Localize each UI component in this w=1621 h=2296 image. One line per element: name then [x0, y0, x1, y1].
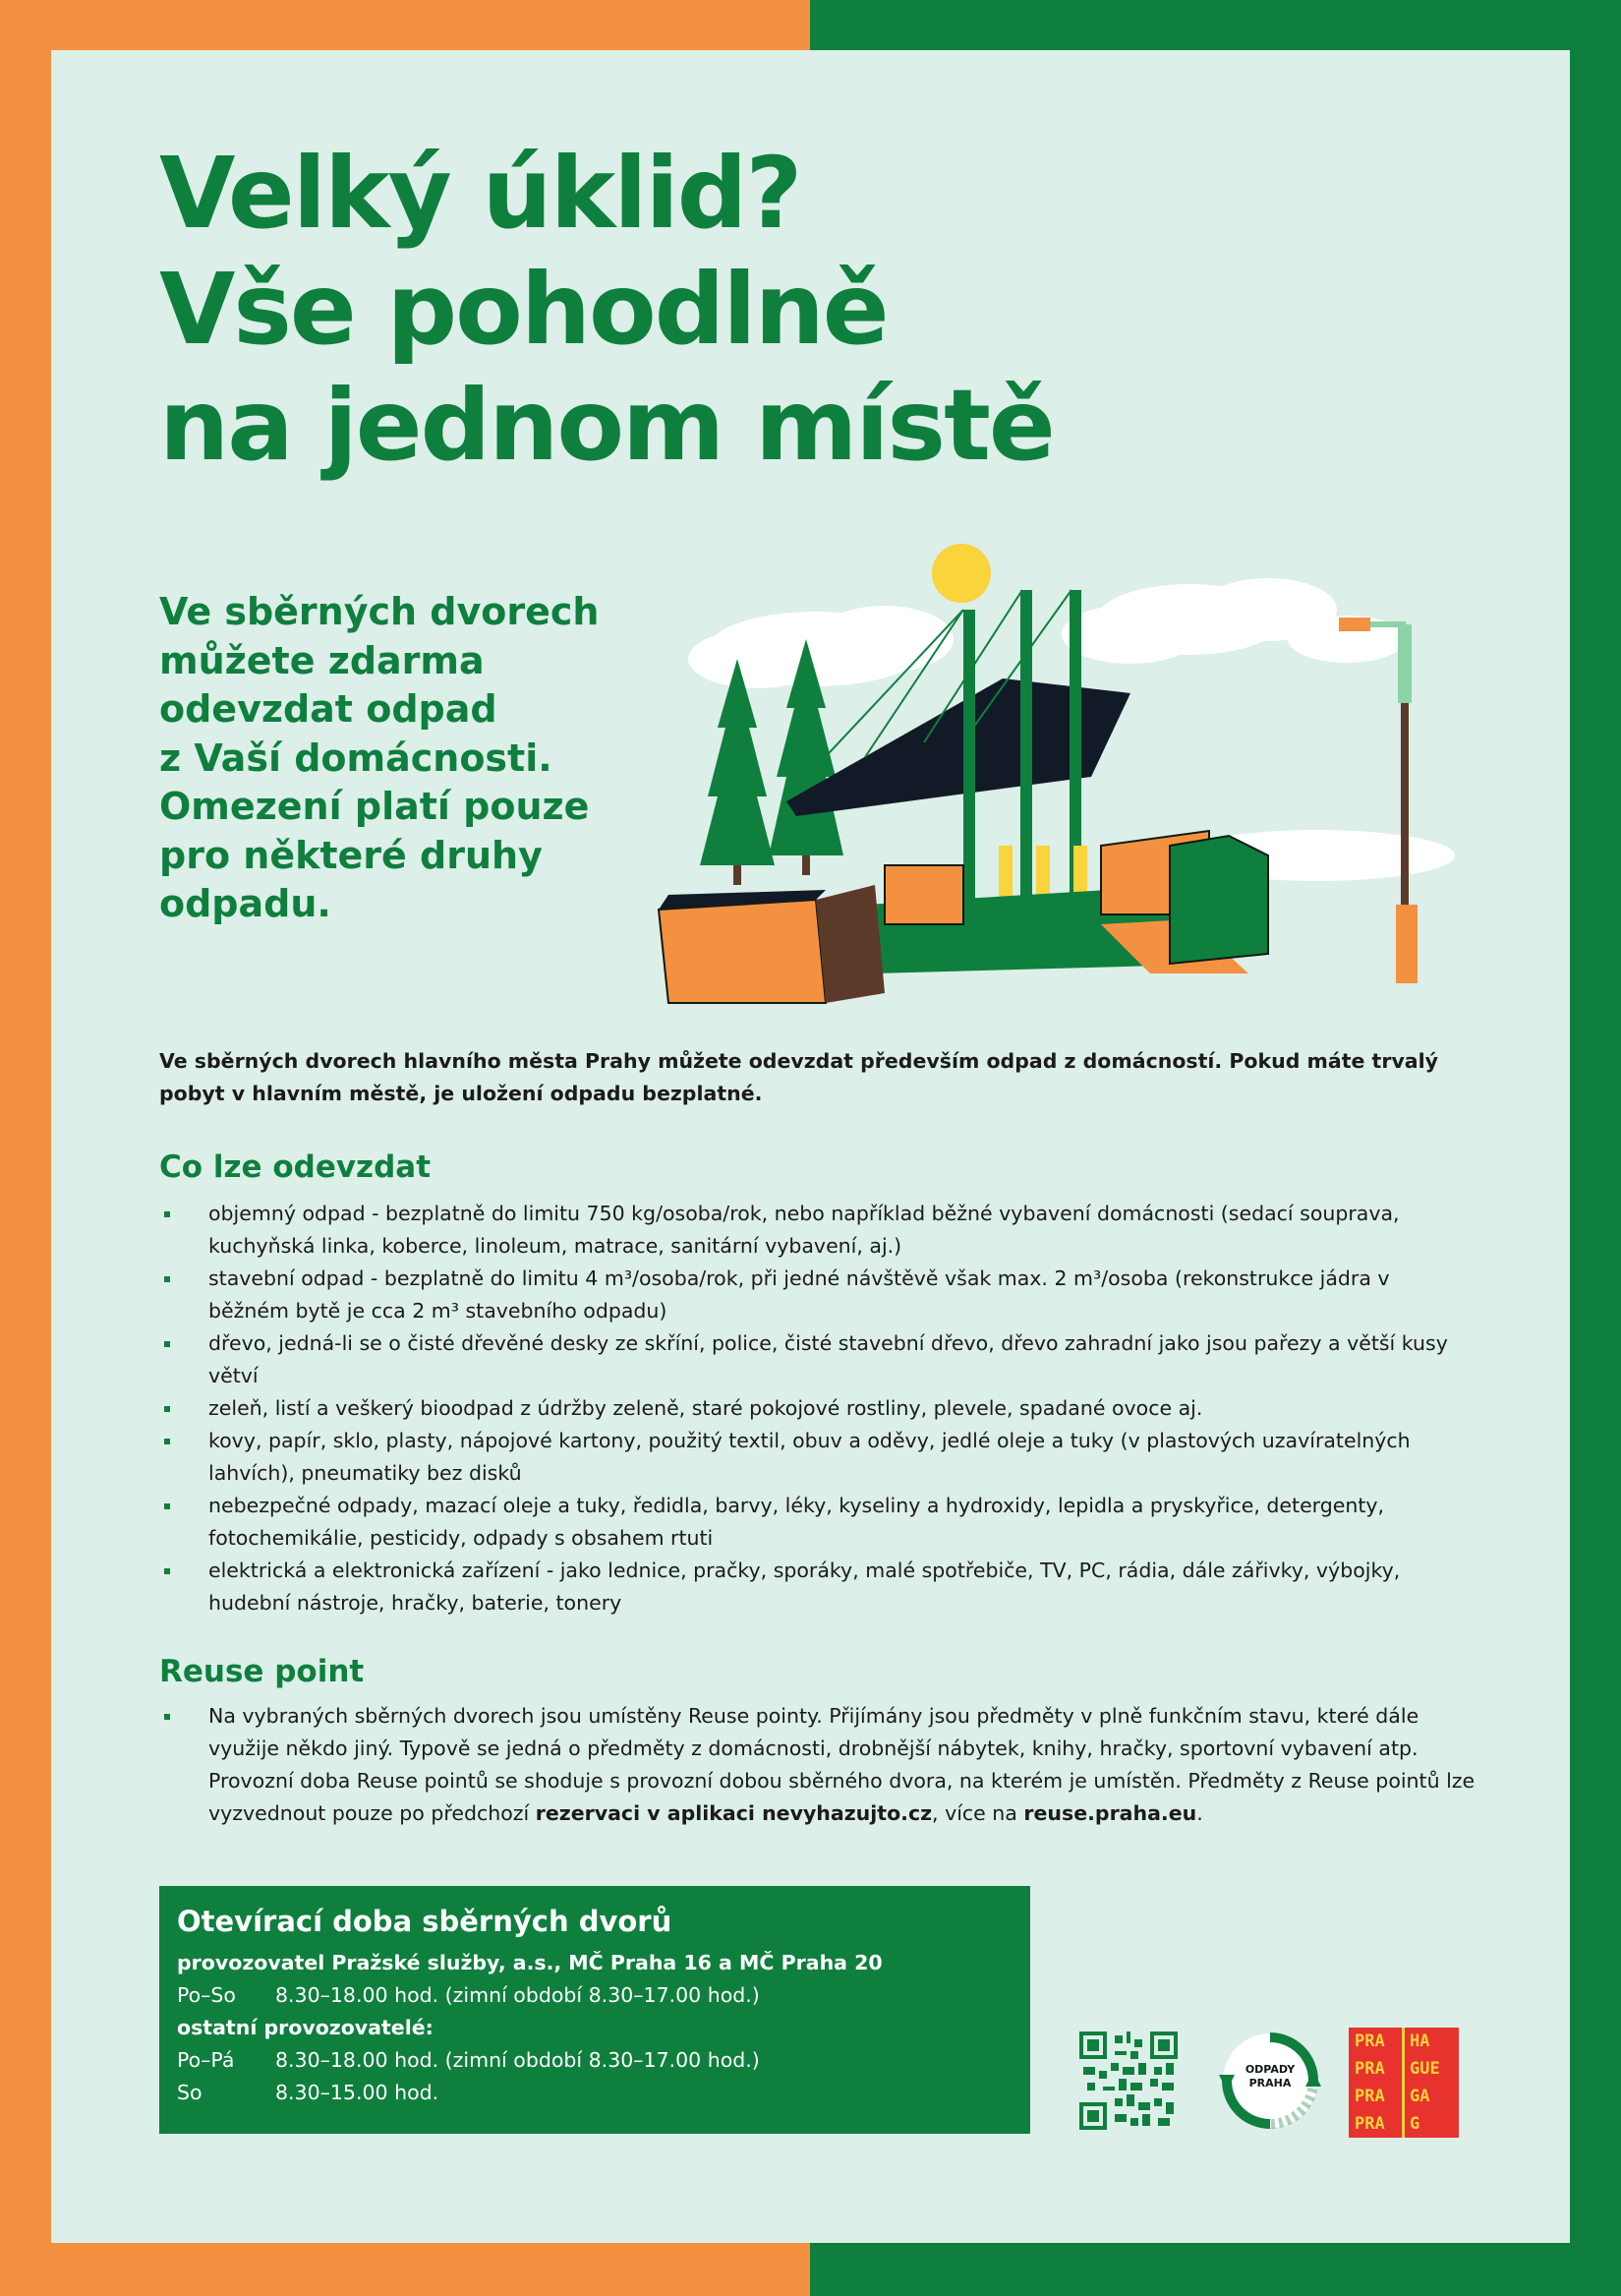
page-title — [159, 136, 1054, 484]
subtitle-line: Ve sběrných dvorech — [159, 590, 600, 633]
list-item: stavební odpad - bezplatně do limitu 4 m³/osoba/rok, při jedné návštěvě však max. 2 m³/osoba (rekonstrukce jádra v běžném bytě je cca 2 m³ stavebního odpadu) — [159, 1263, 1476, 1327]
logos — [1079, 2024, 1463, 2142]
reuse-list — [159, 1700, 1476, 1830]
sun-icon — [932, 544, 991, 603]
opening-hours-title: Otevírací doba sběrných dvorů — [177, 1905, 672, 1938]
list-item: nebezpečné odpady, mazací oleje a tuky, ředidla, barvy, léky, kyseliny a hydroxidy, lepidla a pryskyřice, detergenty, fotochemikálie, pesticidy, odpady s obsahem rtuti — [159, 1490, 1476, 1555]
hours-time: 8.30–15.00 hod. — [275, 2081, 439, 2104]
street-lamp-icon — [1339, 618, 1418, 983]
intro-text: Ve sběrných dvorech hlavního města Prahy můžete odevzdat především odpad z domácností. Pokud máte trvalý pobyt v hlavním městě, je uložení odpadu bezplatné. — [159, 1049, 1439, 1105]
reuse-text: . — [1196, 1801, 1203, 1825]
operator-label: ostatní provozovatelé: — [177, 2016, 434, 2039]
list-item: zeleň, listí a veškerý bioodpad z údržby zeleně, staré pokojové rostliny, plevele, spadané ovoce aj. — [159, 1392, 1476, 1425]
hours-time: 8.30–18.00 hod. (zimní období 8.30–17.00 hod.) — [275, 2048, 760, 2072]
collection-yard-illustration — [639, 531, 1455, 1013]
operator-label: provozovatel Pražské služby, a.s., MČ Praha 16 a MČ Praha 20 — [177, 1951, 883, 1974]
subtitle-line: odpadu. — [159, 882, 331, 925]
subtitle-line: pro některé druhy — [159, 833, 543, 877]
prague-logo-text: PRA — [1355, 2114, 1385, 2134]
subtitle-line: můžete zdarma — [159, 638, 485, 682]
title-line: Vše pohodlně — [159, 252, 888, 367]
prague-logo-divider — [1402, 2028, 1405, 2138]
hours-row — [177, 2077, 1013, 2109]
title-line: Velký úklid? — [159, 136, 801, 251]
prague-logo-text: GA — [1410, 2087, 1430, 2106]
subtitle-line: z Vaší domácnosti. — [159, 736, 552, 780]
subtitle-line: Omezení platí pouze — [159, 785, 590, 828]
list-item: kovy, papír, sklo, plasty, nápojové kartony, použitý textil, obuv a oděvy, jedlé oleje a tuky (v plastových uzavíratelných lahvích), pneumatiky bez disků — [159, 1425, 1476, 1490]
list-item: objemný odpad - bezplatně do limitu 750 kg/osoba/rok, nebo například běžné vybavení domácnosti (sedací souprava, kuchyňská linka, koberce, linoleum, matrace, sanitární vybavení, aj.) — [159, 1198, 1476, 1263]
prague-logo-text: GUE — [1410, 2059, 1440, 2079]
subtitle — [159, 588, 651, 929]
odpady-line: ODPADY — [1245, 2063, 1296, 2076]
qr-code-icon[interactable] — [1079, 2031, 1178, 2130]
hours-row — [177, 2044, 1013, 2077]
list-item: dřevo, jedná-li se o čisté dřevěné desky ze skříní, police, čisté stavební dřevo, dřevo zahradní jako jsou pařezy a větší kusy větví — [159, 1327, 1476, 1392]
reuse-app-link[interactable]: rezervaci v aplikaci nevyhazujto.cz — [535, 1801, 933, 1825]
hours-time: 8.30–18.00 hod. (zimní období 8.30–17.00 hod.) — [275, 1983, 760, 2007]
odpady-praha-label — [1217, 2063, 1323, 2090]
reuse-text: Na vybraných sběrných dvorech jsou umístěny Reuse pointy. Přijímány jsou předměty v plně funkčním stavu, které dále využije někdo jiný. Typově se jedná o předměty z domácnosti, drobnější nábytek, knihy, hračky, sportovní vybavení atp. Provozní doba Reuse pointů se shoduje s provozní dobou sběrného dvora, na kterém je umístěn. Předměty z Reuse pointů lze vyzvednout pouze po předchozí — [208, 1704, 1476, 1825]
list-item — [159, 1700, 1476, 1830]
accepted-list — [159, 1198, 1476, 1619]
prague-logo-text: G — [1410, 2114, 1420, 2134]
reuse-web-link[interactable]: reuse.praha.eu — [1023, 1801, 1197, 1825]
list-item: elektrická a elektronická zařízení - jako lednice, pračky, sporáky, malé spotřebiče, TV, PC, rádia, dále zářivky, výbojky, hudební nástroje, hračky, baterie, tonery — [159, 1555, 1476, 1619]
hours-day: So — [177, 2081, 203, 2104]
hours-row — [177, 1979, 1013, 2012]
prague-logo-text: HA — [1410, 2031, 1430, 2051]
reuse-heading: Reuse point — [159, 1654, 365, 1689]
prague-logo-text: PRA — [1355, 2059, 1385, 2079]
hours-day: Po–Pá — [177, 2048, 235, 2072]
prague-logo-text: PRA — [1355, 2031, 1385, 2051]
prague-logo — [1349, 2028, 1459, 2138]
accepted-heading: Co lze odevzdat — [159, 1149, 432, 1185]
title-line: na jednom místě — [159, 368, 1054, 483]
opening-hours-box — [159, 1886, 1030, 2134]
odpady-line: PRAHA — [1248, 2077, 1292, 2090]
hours-day: Po–So — [177, 1983, 236, 2007]
subtitle-line: odevzdat odpad — [159, 687, 497, 731]
prague-logo-text: PRA — [1355, 2087, 1385, 2106]
reuse-text: , více na — [932, 1801, 1024, 1825]
